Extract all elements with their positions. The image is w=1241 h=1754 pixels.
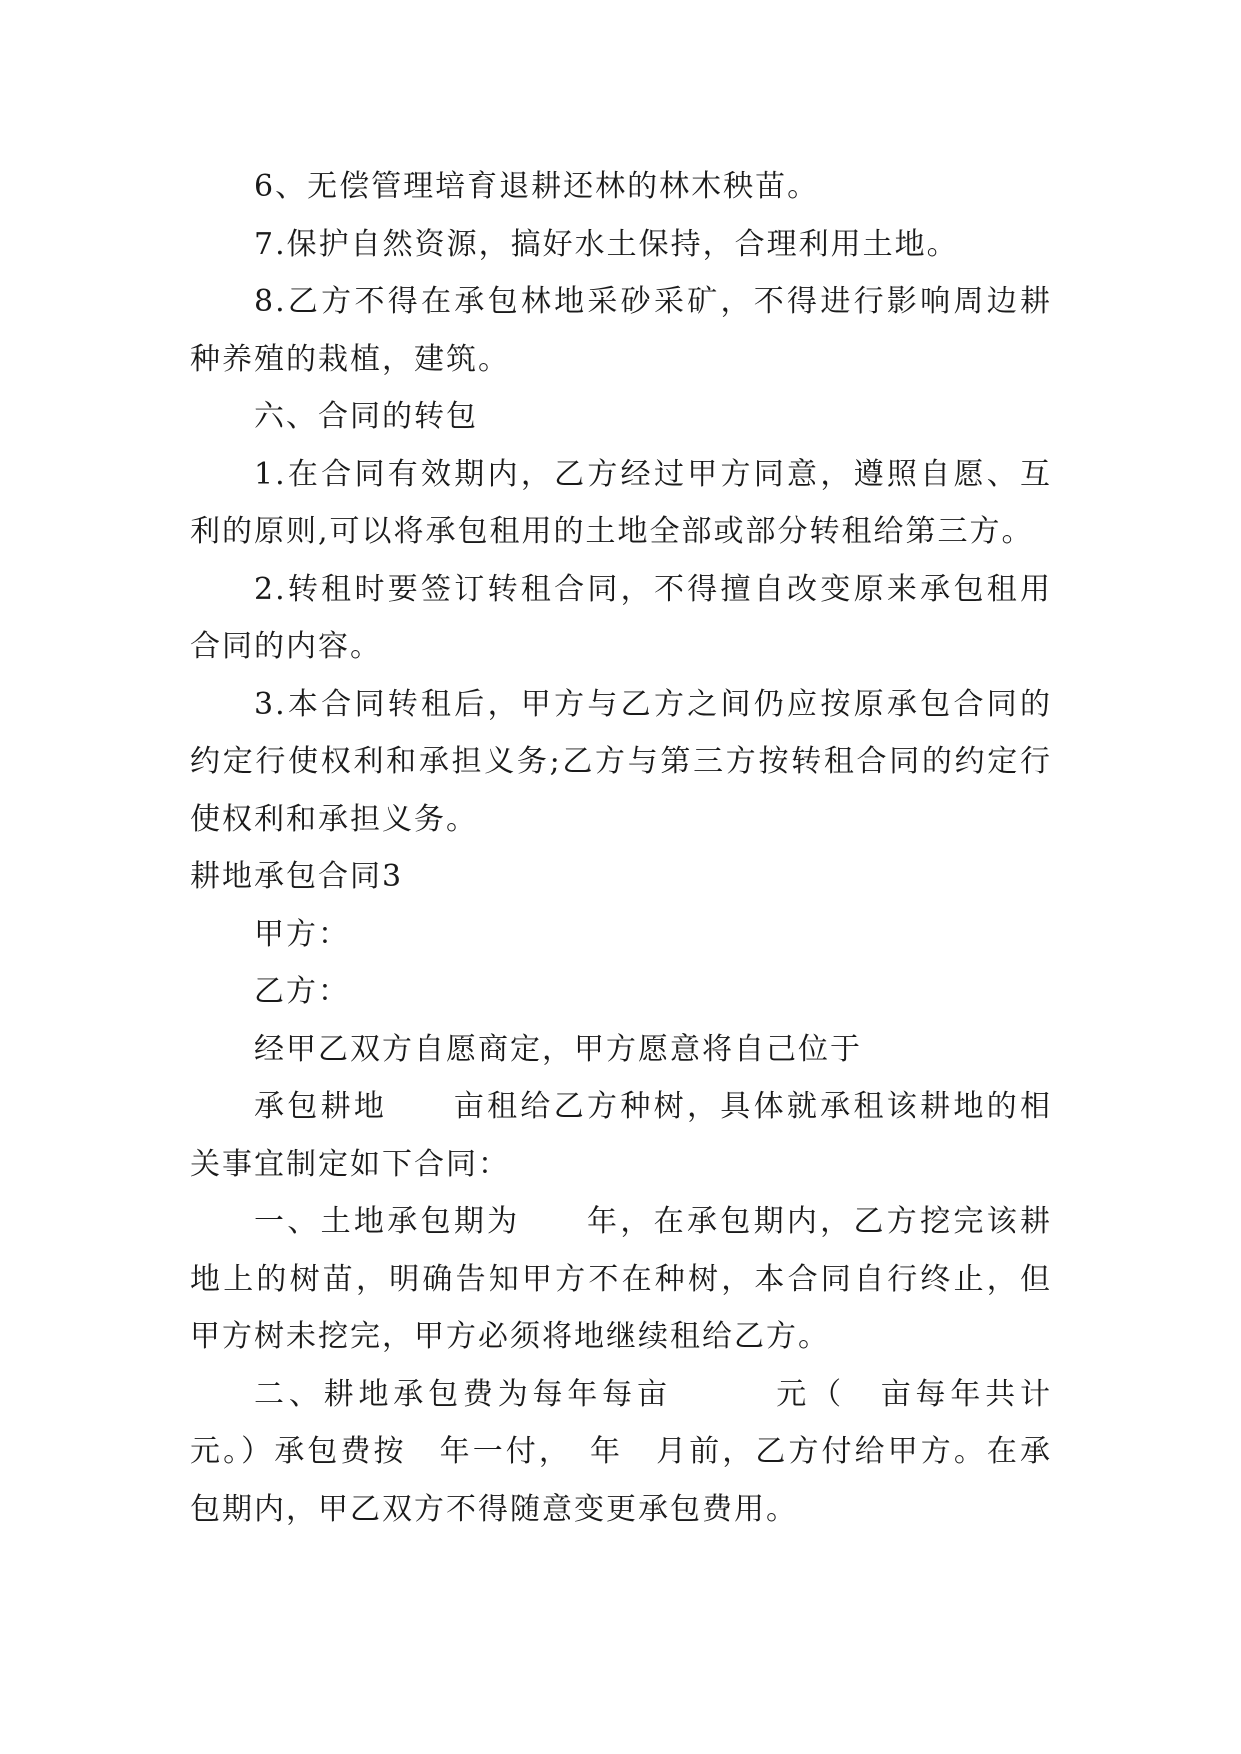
paragraph: 一、土地承包期为 年，在承包期内，乙方挖完该耕地上的树苗，明确告知甲方不在种树，本合同自行终止，但甲方树未挖完，甲方必须将地继续租给乙方。 xyxy=(190,1204,1052,1354)
party-b-label: 乙方： xyxy=(254,974,350,1009)
paragraph: 3.本合同转租后，甲方与乙方之间仍应按原承包合同的约定行使权利和承担义务;乙方与第三方按转租合同的约定行使权利和承担义务。 xyxy=(190,686,1052,837)
paragraph: 6、无偿管理培育退耕还林的林木秧苗。 xyxy=(254,169,820,204)
paragraph: 经甲乙双方自愿商定，甲方愿意将自己位于 xyxy=(254,1031,862,1067)
paragraph: 7.保护自然资源，搞好水土保持，合理利用土地。 xyxy=(254,226,959,262)
paragraph: 1.在合同有效期内，乙方经过甲方同意，遵照自愿、互利的原则,可以将承包租用的土地全部或部分转租给第三方。 xyxy=(190,456,1052,549)
paragraph: 8.乙方不得在承包林地采砂采矿，不得进行影响周边耕种养殖的栽植，建筑。 xyxy=(190,284,1052,377)
paragraph: 2.转租时要签订转租合同，不得擅自改变原来承包租用合同的内容。 xyxy=(190,571,1052,664)
paragraph: 承包耕地 亩租给乙方种树，具体就承租该耕地的相关事宜制定如下合同： xyxy=(190,1089,1052,1182)
paragraph: 二、耕地承包费为每年每亩 元（ 亩每年共计元。）承包费按 年一付， 年 月前，乙方付给甲方。在承包期内，甲乙双方不得随意变更承包费用。 xyxy=(190,1376,1052,1527)
contract-title: 耕地承包合同3 xyxy=(190,859,404,894)
section-heading: 六、合同的转包 xyxy=(254,399,478,434)
document-body xyxy=(190,158,1052,1538)
party-a-label: 甲方： xyxy=(254,916,350,952)
